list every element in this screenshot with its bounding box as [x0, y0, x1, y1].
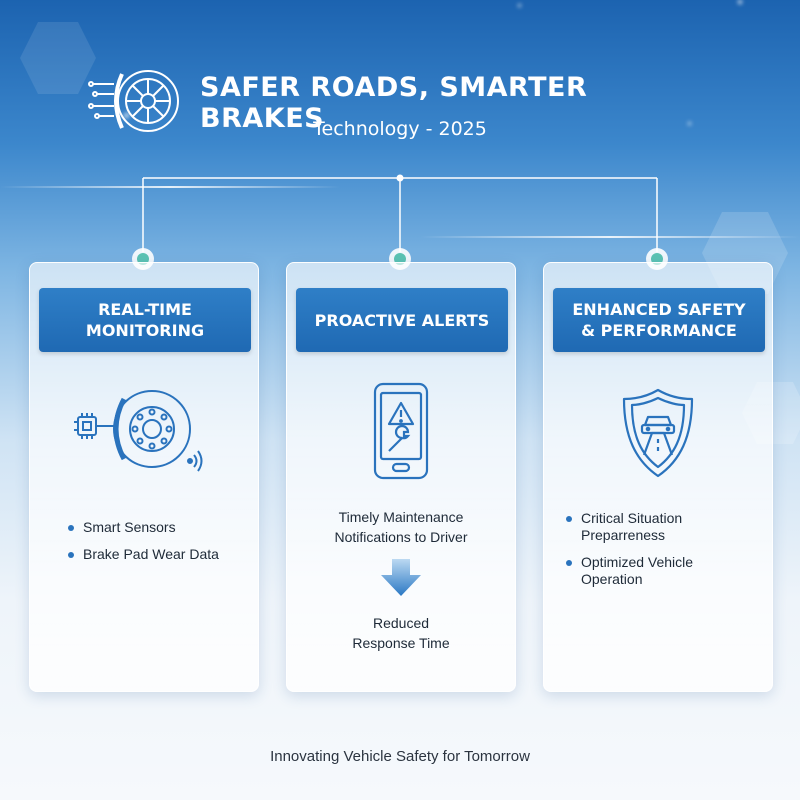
connector-tree: [0, 0, 800, 300]
page-subtitle: Technology - 2025: [313, 118, 487, 140]
card-proactive-alerts: [286, 262, 516, 692]
feature-list: [566, 510, 756, 598]
page-title: SAFER ROADS, SMARTER BRAKES: [200, 72, 588, 134]
list-item: Brake Pad Wear Data: [68, 546, 219, 563]
footer-tagline: Innovating Vehicle Safety for Tomorrow: [270, 748, 530, 765]
connector-hub-dot: [397, 175, 404, 182]
brake-disc-circuit-icon: [88, 62, 186, 140]
smartphone-warning-wrench-icon: [371, 381, 431, 483]
feature-list: [68, 519, 219, 573]
result-text: Reduced Response Time: [352, 615, 450, 651]
brake-disc-sensor-icon: [72, 385, 212, 475]
card-real-time-monitoring: [29, 262, 259, 692]
shield-car-road-icon: [620, 387, 696, 479]
light-streak: [420, 236, 800, 238]
card-enhanced-safety: [543, 262, 773, 692]
card-heading: ENHANCED SAFETY & PERFORMANCE: [553, 288, 765, 352]
light-sparkle: [738, 0, 742, 4]
notification-text: Timely Maintenance Notifications to Driver: [334, 509, 468, 545]
list-item: Critical Situation Preparreness: [566, 510, 756, 544]
light-sparkle: [518, 4, 521, 7]
card-heading: REAL-TIME MONITORING: [39, 288, 251, 352]
list-item: Smart Sensors: [68, 519, 219, 536]
list-item: Optimized Vehicle Operation: [566, 554, 756, 588]
background-hexagon: [18, 20, 98, 96]
card-heading: PROACTIVE ALERTS: [296, 288, 508, 352]
light-streak: [0, 186, 340, 188]
light-sparkle: [688, 122, 691, 125]
down-arrow-icon: [379, 559, 423, 597]
